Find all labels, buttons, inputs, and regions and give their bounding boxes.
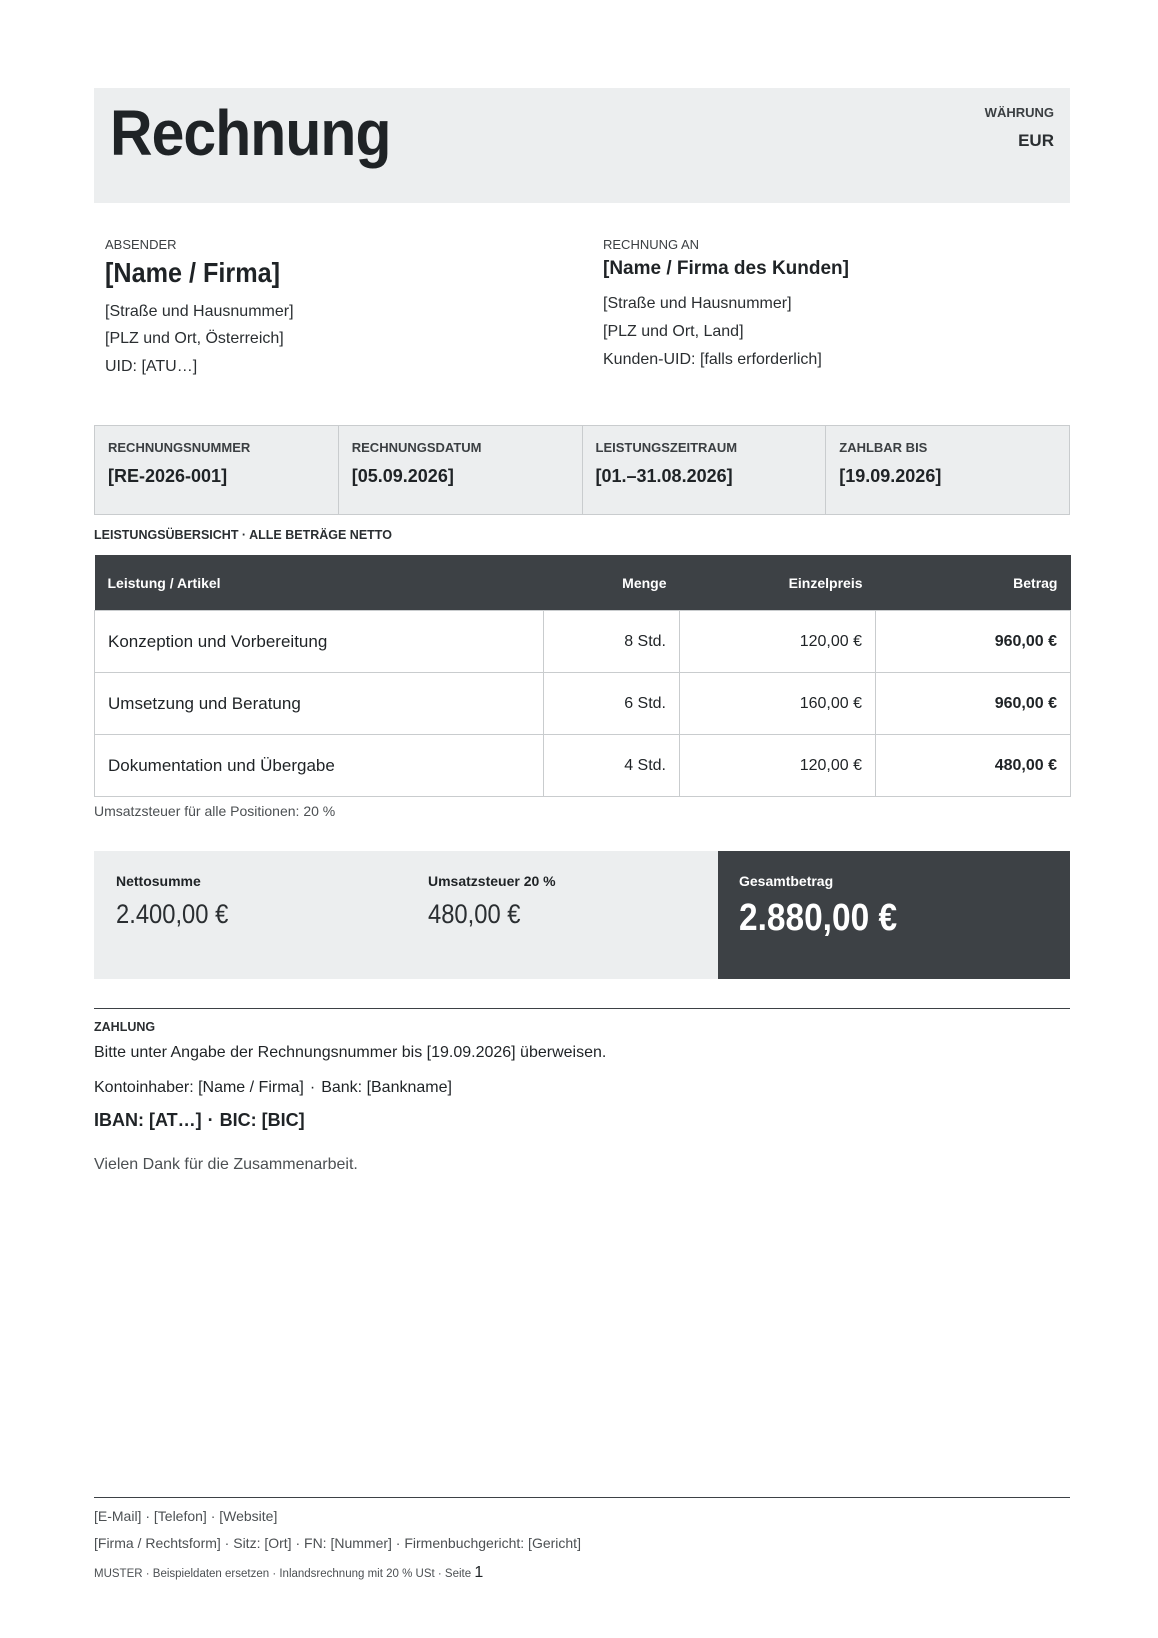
footer-note-line <box>94 1564 483 1582</box>
invoice-meta <box>94 425 1070 515</box>
account-holder: Kontoinhaber: [Name / Firma] <box>94 1079 304 1096</box>
page-title: Rechnung <box>110 97 391 169</box>
meta-invoice-number <box>95 426 339 514</box>
sender-uid: UID: [ATU…] <box>105 358 198 375</box>
bank-name: Bank: [Bankname] <box>321 1079 452 1096</box>
recipient-street: [Straße und Hausnummer] <box>603 295 792 312</box>
page-number: 1 <box>474 1564 484 1581</box>
vat-total-label: Umsatzsteuer 20 % <box>428 873 556 889</box>
invoice-page <box>94 88 1070 1189</box>
recipient-name: [Name / Firma des Kunden] <box>603 258 849 279</box>
item-quantity: 8 Std. <box>544 611 680 673</box>
grand-total-label: Gesamtbetrag <box>739 873 834 889</box>
items-section-header <box>94 515 1070 555</box>
sender-label: ABSENDER <box>105 237 177 252</box>
page-footer <box>94 1497 1070 1598</box>
item-unit-price: 120,00 € <box>680 735 876 797</box>
grand-total-panel <box>718 851 1070 979</box>
net-total-value: 2.400,00 € <box>116 899 229 929</box>
items-section-title: LEISTUNGSÜBERSICHT · ALLE BETRÄGE NETTO <box>94 528 392 542</box>
bank-details: Kontoinhaber: [Name / Firma] · Bank: [Bankname] <box>94 1079 452 1096</box>
table-header-row <box>95 555 1071 611</box>
meta-value: [19.09.2026] <box>839 466 942 486</box>
recipient-uid: Kunden-UID: [falls erforderlich] <box>603 351 822 368</box>
iban-bic: IBAN: [AT…] · BIC: [BIC] <box>94 1110 305 1130</box>
column-header-amount: Betrag <box>876 555 1071 611</box>
item-description: Dokumentation und Übergabe <box>95 735 544 797</box>
meta-value: [01.–31.08.2026] <box>595 466 733 486</box>
item-amount: 960,00 € <box>876 673 1071 735</box>
meta-value: [RE-2026-001] <box>108 466 228 486</box>
thanks-text: Vielen Dank für die Zusammenarbeit. <box>94 1156 358 1173</box>
vat-note-text: Umsatzsteuer für alle Positionen: 20 % <box>94 803 336 819</box>
item-amount: 960,00 € <box>876 611 1071 673</box>
invoice-header <box>94 88 1070 203</box>
sender-city: [PLZ und Ort, Österreich] <box>105 330 284 347</box>
item-quantity: 4 Std. <box>544 735 680 797</box>
column-header-item: Leistung / Artikel <box>95 555 544 611</box>
items-table <box>94 555 1071 797</box>
subtotals-panel <box>94 851 718 979</box>
vat-note <box>94 797 1070 851</box>
meta-value: [05.09.2026] <box>351 466 454 486</box>
sender-street: [Straße und Hausnummer] <box>105 303 294 320</box>
item-amount: 480,00 € <box>876 735 1071 797</box>
table-row <box>95 673 1071 735</box>
table-row <box>95 611 1071 673</box>
payment-title: ZAHLUNG <box>94 1020 156 1034</box>
item-description: Umsetzung und Beratung <box>95 673 544 735</box>
item-quantity: 6 Std. <box>544 673 680 735</box>
footer-legal: [Firma / Rechtsform] · Sitz: [Ort] · FN: [Nummer] · Firmenbuchgericht: [Gericht] <box>94 1535 581 1551</box>
parties-section <box>94 203 1070 425</box>
column-header-unit-price: Einzelpreis <box>680 555 876 611</box>
meta-due-date <box>826 426 1069 514</box>
payment-instruction: Bitte unter Angabe der Rechnungsnummer bis [19.09.2026] überweisen. <box>94 1044 607 1061</box>
payment-section <box>94 1008 1070 1189</box>
item-description: Konzeption und Vorbereitung <box>95 611 544 673</box>
meta-service-period <box>583 426 827 514</box>
meta-label: LEISTUNGSZEITRAUM <box>595 440 738 455</box>
currency-label: WÄHRUNG <box>984 105 1054 120</box>
column-header-quantity: Menge <box>544 555 680 611</box>
net-total-label: Nettosumme <box>116 873 201 889</box>
grand-total-value: 2.880,00 € <box>739 897 898 939</box>
table-row <box>95 735 1071 797</box>
iban: IBAN: [AT…] <box>94 1110 202 1130</box>
recipient-city: [PLZ und Ort, Land] <box>603 323 744 340</box>
meta-label: RECHNUNGSDATUM <box>351 440 482 455</box>
sender-name: [Name / Firma] <box>105 257 281 288</box>
footer-note: MUSTER · Beispieldaten ersetzen · Inlandsrechnung mit 20 % USt · Seite <box>94 1568 472 1580</box>
footer-contact: [E-Mail] · [Telefon] · [Website] <box>94 1508 278 1524</box>
recipient-label: RECHNUNG AN <box>603 237 700 252</box>
currency-value: EUR <box>1018 131 1054 150</box>
meta-invoice-date <box>339 426 583 514</box>
meta-label: ZAHLBAR BIS <box>839 440 928 455</box>
bic: BIC: [BIC] <box>219 1110 305 1130</box>
totals-section <box>94 851 1070 979</box>
item-unit-price: 160,00 € <box>680 673 876 735</box>
vat-total-value: 480,00 € <box>428 899 521 929</box>
item-unit-price: 120,00 € <box>680 611 876 673</box>
meta-label: RECHNUNGSNUMMER <box>108 440 251 455</box>
